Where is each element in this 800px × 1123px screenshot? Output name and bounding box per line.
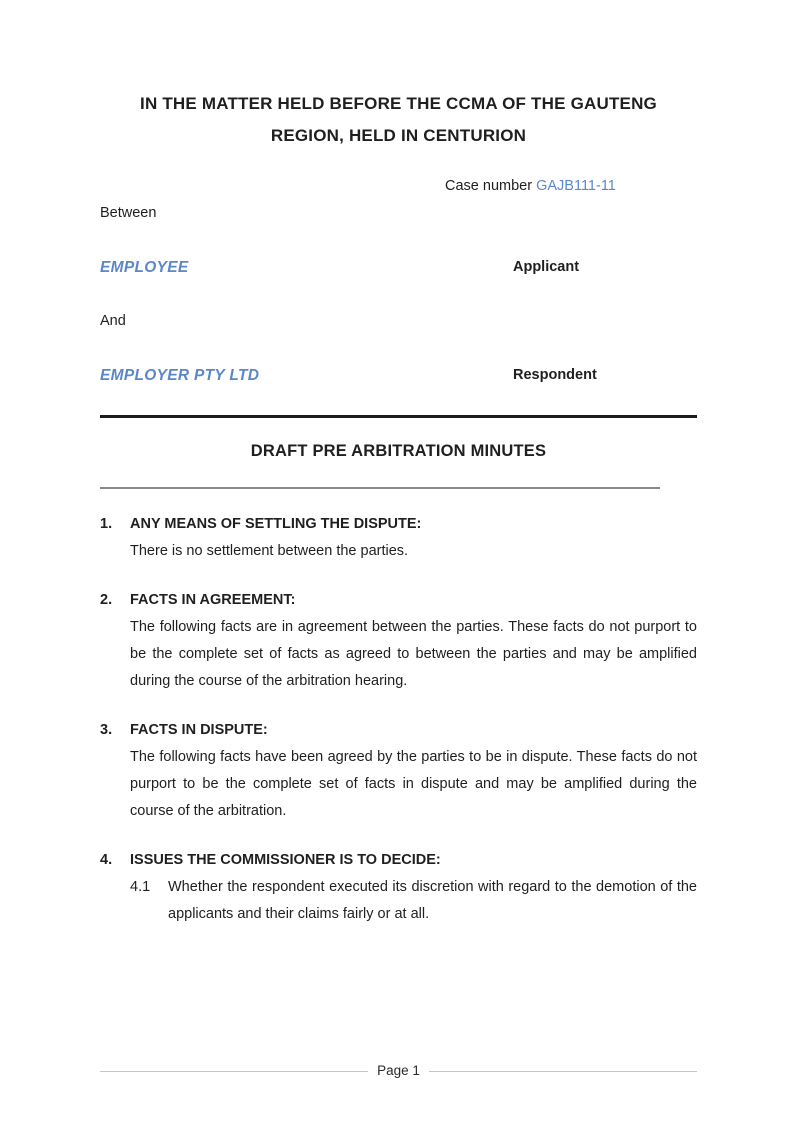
matter-title xyxy=(100,88,697,152)
section-heading: FACTS IN AGREEMENT: xyxy=(130,592,296,608)
section-settling-dispute xyxy=(100,511,697,565)
matter-title-line-2: REGION, HELD IN CENTURION xyxy=(270,126,527,145)
document-page xyxy=(0,88,800,1123)
subclause-text: Whether the respondent executed its discretion with regard to the demotion of the applicants and their claims fairly or at all. xyxy=(168,879,697,922)
section-number: 1. xyxy=(100,516,113,532)
case-number-label: Case number xyxy=(445,178,537,194)
footer-page-label: Page 1 xyxy=(377,1063,420,1078)
and-label: And xyxy=(100,313,126,329)
footer-rule-left xyxy=(100,1071,368,1072)
subclause-number: 4.1 xyxy=(130,879,151,895)
case-number-value: GAJB111-11 xyxy=(536,178,616,194)
footer-rule-right xyxy=(429,1071,697,1072)
subclause-4-1 xyxy=(130,874,697,928)
respondent-role-label: Respondent xyxy=(513,367,597,383)
respondent-name: EMPLOYER PTY LTD xyxy=(100,367,260,384)
heavy-divider xyxy=(100,415,697,418)
section-facts-in-dispute xyxy=(100,717,697,825)
light-divider xyxy=(100,487,660,489)
section-heading-row xyxy=(100,847,697,874)
section-issues-to-decide xyxy=(100,847,697,928)
section-heading-row xyxy=(100,587,697,614)
section-heading: ISSUES THE COMMISSIONER IS TO DECIDE: xyxy=(130,852,441,868)
applicant-role-label: Applicant xyxy=(513,259,580,275)
section-number: 2. xyxy=(100,592,113,608)
applicant-row xyxy=(100,259,697,277)
section-number: 3. xyxy=(100,722,113,738)
section-heading-row xyxy=(100,717,697,744)
section-body: There is no settlement between the parties. xyxy=(130,543,409,559)
case-number-line xyxy=(100,178,697,195)
between-label: Between xyxy=(100,205,157,221)
section-heading: ANY MEANS OF SETTLING THE DISPUTE: xyxy=(130,516,422,532)
document-heading: DRAFT PRE ARBITRATION MINUTES xyxy=(250,442,547,460)
page-footer xyxy=(100,1063,697,1078)
respondent-row xyxy=(100,367,697,385)
matter-title-line-1: IN THE MATTER HELD BEFORE THE CCMA OF THE GAUTENG xyxy=(140,94,657,113)
applicant-name: EMPLOYEE xyxy=(100,259,189,276)
section-body: The following facts have been agreed by the parties to be in dispute. These facts do not purport to be the complete set of facts in dispute and may be amplified during the course of the arbitration. xyxy=(130,749,697,819)
section-body: The following facts are in agreement between the parties. These facts do not purport to be the complete set of facts as agreed to between the parties and may be amplified during the course of the arbitration hearing. xyxy=(130,619,697,689)
section-facts-in-agreement xyxy=(100,587,697,695)
section-number: 4. xyxy=(100,852,113,868)
section-heading: FACTS IN DISPUTE: xyxy=(130,722,268,738)
section-heading-row xyxy=(100,511,697,538)
